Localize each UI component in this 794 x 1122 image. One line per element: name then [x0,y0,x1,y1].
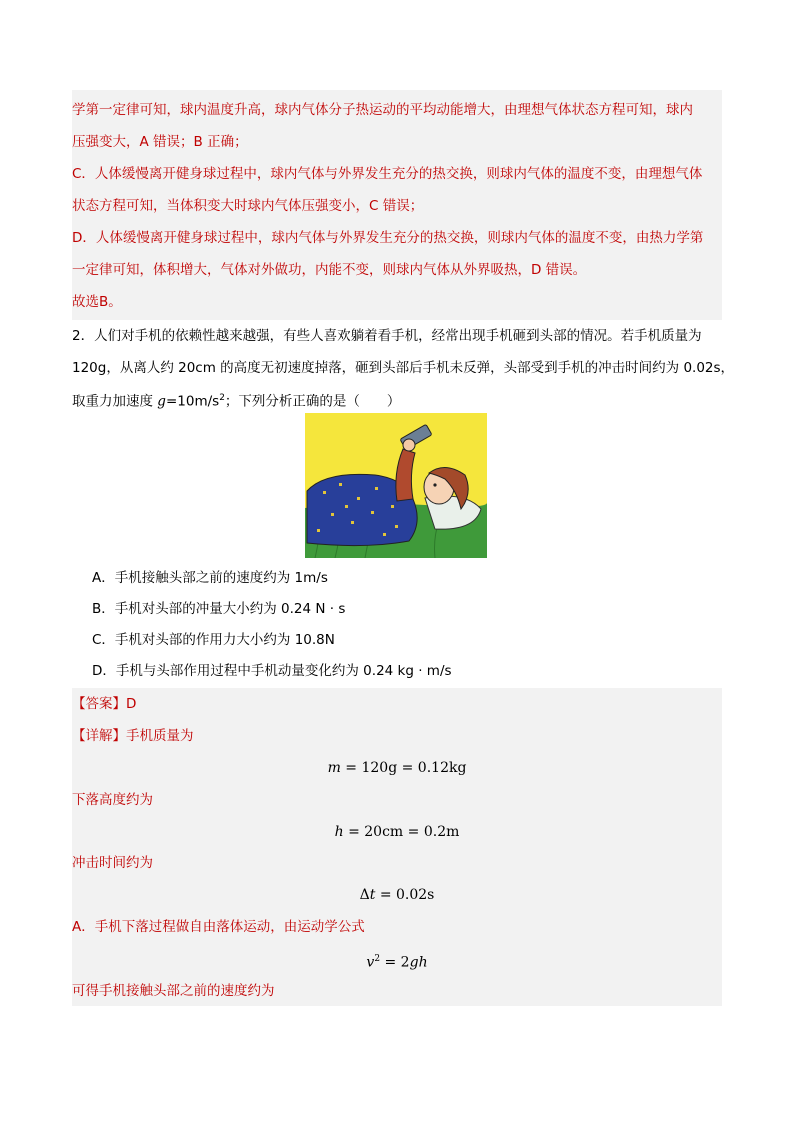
prev-explanation-line-1: 学第一定律可知，球内温度升高，球内气体分子热运动的平均动能增大，由理想气体状态方程可知，球内 [72,102,693,118]
formula-kinematics [72,949,722,973]
formula-mass [72,758,722,778]
detail-line [72,726,194,746]
question-line-1: 2．人们对手机的依赖性越来越强，有些人喜欢躺着看手机，经常出现手机砸到头部的情况。若手机质量为 [72,328,702,344]
prev-conclusion: 故选B。 [72,294,122,310]
time-text: 冲击时间约为 [72,855,153,871]
time-delta: Δ [359,887,370,903]
f-eq: = 2 [380,954,410,971]
gravity-var: g [157,393,166,410]
gravity-eq: =10m/s [165,393,220,410]
height-var: h [334,824,344,840]
time-eq: = 0.02s [375,887,435,903]
option-c: C．手机对头部的作用力大小约为 10.8N [92,632,335,648]
question-line-3-pre: 取重力加速度 [72,393,158,410]
option-b: B．手机对头部的冲量大小约为 0.24 N · s [92,601,346,617]
prev-explanation-line-2: 压强变大，A 错误；B 正确； [72,134,248,150]
option-a: A．手机接触头部之前的速度约为 1m/s [92,570,328,586]
formula-time [72,885,722,905]
height-eq: = 20cm = 0.2m [343,824,460,840]
prev-explanation-line-3: C．人体缓慢离开健身球过程中，球内气体与外界发生充分的热交换，则球内气体的温度不变，由理想气体 [72,166,703,182]
prev-explanation-line-4: 状态方程可知，当体积变大时球内气体压强变小，C 错误； [72,198,424,214]
prev-explanation-line-5: D．人体缓慢离开健身球过程中，球内气体与外界发生充分的热交换，则球内气体的温度不变，由热力学第 [72,230,704,246]
question-line-2: 120g，从离人约 20cm 的高度无初速度掉落，砸到头部后手机未反弹，头部受到手机的冲击时间约为 0.02s， [72,360,735,376]
f-sup: 2 [374,954,381,964]
formula-height [72,822,722,842]
a-explanation: A．手机下落过程做自由落体运动，由运动学公式 [72,919,365,935]
option-d: D．手机与头部作用过程中手机动量变化约为 0.24 kg · m/s [92,663,452,679]
gravity-sup: 2 [219,393,225,403]
f-v: v [366,954,375,971]
answer-value: D [126,696,137,712]
height-text: 下落高度约为 [72,792,153,808]
eye [433,483,436,486]
speed-text: 可得手机接触头部之前的速度约为 [72,983,275,999]
hand [403,439,415,451]
detail-text: 手机质量为 [126,728,194,744]
answer-label: 【答案】 [72,696,126,712]
person-in-bed-illustration [305,413,487,558]
prev-explanation-line-6: 一定律可知，体积增大，气体对外做功，内能不变，则球内气体从外界吸热，D 错误。 [72,262,587,278]
question-line-3 [72,388,400,412]
detail-label: 【详解】 [72,728,126,744]
answer-line [72,694,136,714]
f-g: g [409,954,419,971]
time-var: t [369,887,376,903]
f-h: h [418,954,428,971]
mass-var: m [327,760,341,776]
mass-eq: = 120g = 0.12kg [340,760,467,776]
question-line-3-post: ；下列分析正确的是（ ） [224,393,401,410]
